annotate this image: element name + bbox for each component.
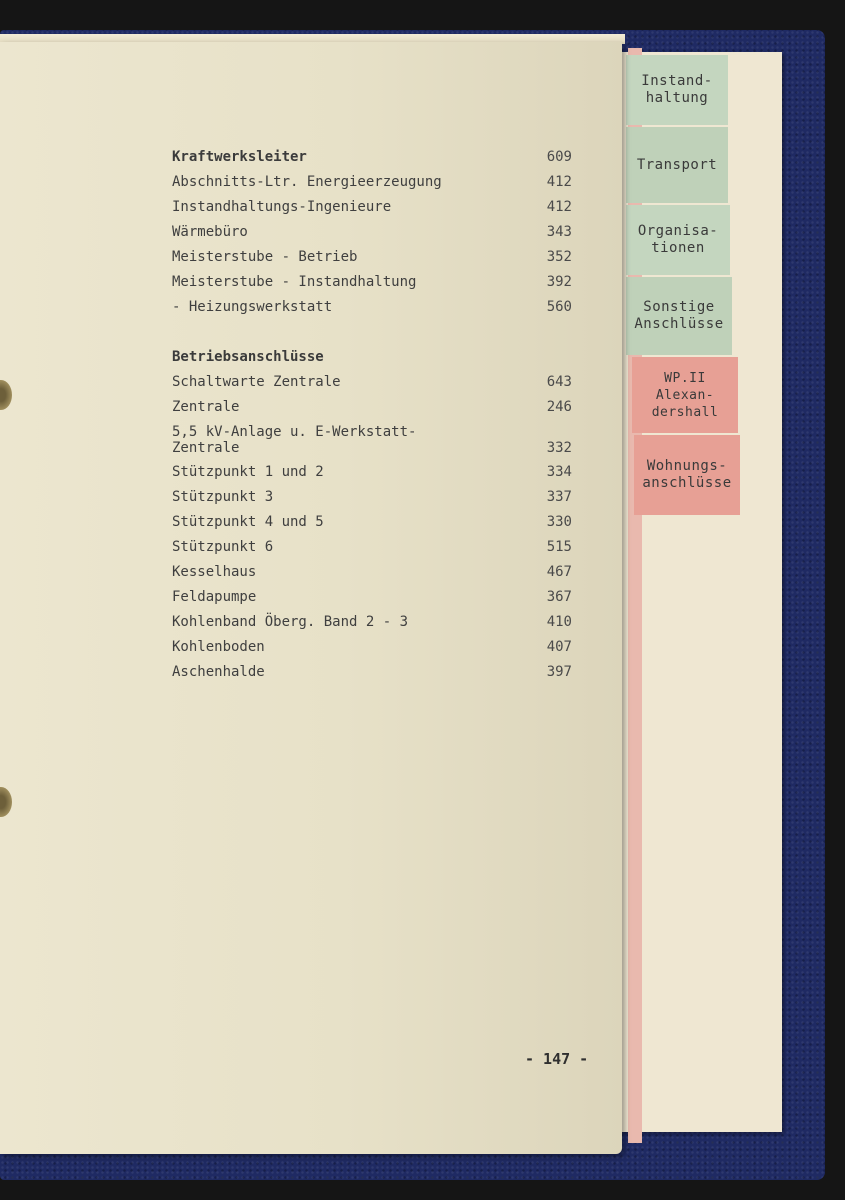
entry-label: Meisterstube - Betrieb [172, 249, 358, 265]
entry-label: Instandhaltungs-Ingenieure [172, 199, 392, 215]
entry-label: Schaltwarte Zentrale [172, 374, 341, 390]
entry-label: Zentrale [172, 399, 240, 415]
list-item [172, 170, 572, 195]
entry-label: Kesselhaus [172, 564, 257, 580]
entry-label: Wärmebüro [172, 224, 248, 240]
entry-label: Stützpunkt 3 [172, 489, 274, 505]
entry-label: - Heizungswerkstatt [172, 299, 333, 315]
punch-hole [0, 787, 12, 817]
list-item [172, 245, 572, 270]
tab-instandhaltung[interactable]: Instand- haltung [626, 55, 728, 125]
extension-number: 367 [546, 589, 572, 605]
tab-wp-alexandershall[interactable]: WP.II Alexan- dershall [632, 357, 738, 433]
list-item [172, 420, 572, 460]
list-item [172, 370, 572, 395]
entry-label: Kohlenboden [172, 639, 265, 655]
extension-number: 407 [546, 639, 572, 655]
extension-number: 343 [546, 224, 572, 240]
extension-number: 392 [546, 274, 572, 290]
extension-number: 332 [546, 440, 572, 456]
list-item [172, 295, 572, 320]
tab-transport[interactable]: Transport [626, 127, 728, 203]
entry-label: Stützpunkt 6 [172, 539, 274, 555]
entry-label: Stützpunkt 4 und 5 [172, 514, 324, 530]
extension-number: 412 [546, 174, 572, 190]
list-item [172, 220, 572, 245]
entry-label: Aschenhalde [172, 664, 265, 680]
extension-number: 412 [546, 199, 572, 215]
section-header-row [172, 345, 572, 370]
list-item [172, 560, 572, 585]
list-item [172, 610, 572, 635]
section-header-row [172, 145, 572, 170]
punch-hole [0, 380, 12, 410]
list-item [172, 460, 572, 485]
extension-number: 515 [546, 539, 572, 555]
section-gap [172, 320, 572, 345]
list-item [172, 660, 572, 685]
extension-number: 560 [546, 299, 572, 315]
list-item [172, 585, 572, 610]
entry-label: 5,5 kV-Anlage u. E-Werkstatt- Zentrale [172, 424, 417, 456]
extension-number: 337 [546, 489, 572, 505]
entry-label: Feldapumpe [172, 589, 257, 605]
entry-label: Abschnitts-Ltr. Energieerzeugung [172, 174, 442, 190]
extension-number: 410 [546, 614, 572, 630]
page-number: - 147 - [525, 1050, 589, 1068]
section-title: Betriebsanschlüsse [172, 349, 324, 365]
list-item [172, 395, 572, 420]
tab-wohnungsanschluesse[interactable]: Wohnungs- anschlüsse [634, 435, 740, 515]
list-item [172, 270, 572, 295]
extension-number: 330 [546, 514, 572, 530]
section-title: Kraftwerksleiter [172, 149, 307, 165]
list-item [172, 635, 572, 660]
list-item [172, 485, 572, 510]
list-item [172, 195, 572, 220]
tab-organisationen[interactable]: Organisa- tionen [626, 205, 730, 275]
extension-number: 467 [546, 564, 572, 580]
entry-label: Meisterstube - Instandhaltung [172, 274, 417, 290]
extension-number: 397 [546, 664, 572, 680]
entry-label: Stützpunkt 1 und 2 [172, 464, 324, 480]
tab-sonstige-anschluesse[interactable]: Sonstige Anschlüsse [626, 277, 732, 355]
list-item [172, 535, 572, 560]
extension-number: 246 [546, 399, 572, 415]
extension-number: 352 [546, 249, 572, 265]
phone-directory-listing [172, 145, 572, 685]
list-item [172, 510, 572, 535]
extension-number: 334 [546, 464, 572, 480]
extension-number: 643 [546, 374, 572, 390]
extension-number: 609 [546, 149, 572, 165]
entry-label: Kohlenband Öberg. Band 2 - 3 [172, 614, 409, 630]
